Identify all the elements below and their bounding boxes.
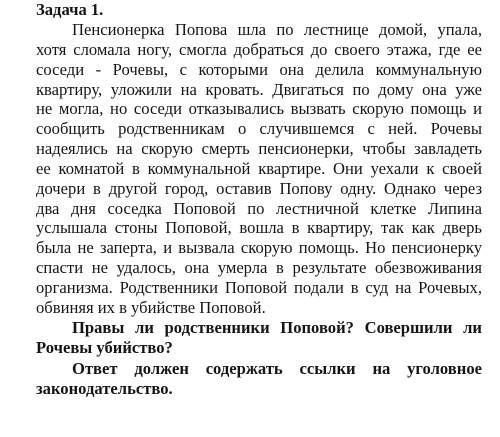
paragraph-line: ее комнатой в коммунальной квартире. Они уехали к своей bbox=[36, 158, 482, 178]
paragraph-line: организма. Родственники Поповой подали в суд на Рочевых, bbox=[36, 277, 482, 297]
paragraph-line: Пенсионерка Попова шла по лестнице домой, упала, bbox=[72, 20, 482, 39]
requirement-line: Ответ должен содержать ссылки на уголовное bbox=[72, 358, 482, 378]
task-question bbox=[36, 318, 482, 359]
paragraph-line: дочери в другой город, оставив Попову одну. Однако через bbox=[36, 178, 482, 198]
task-paragraph bbox=[36, 20, 482, 318]
task-requirement bbox=[36, 359, 482, 400]
paragraph-line: сообщить родственникам о случившемся с ней. Рочевы bbox=[36, 119, 482, 139]
paragraph-line: услышала стоны Поповой, вошла в квартиру, так как дверь bbox=[36, 218, 482, 238]
paragraph-line: хотя сломала ногу, смогла добраться до своего этажа, где ее bbox=[36, 39, 482, 59]
paragraph-line: не могла, но соседи отказывались вызвать скорую помощь и bbox=[36, 99, 482, 119]
paragraph-line: спасти не удалось, она умерла в результате обезвоживания bbox=[36, 258, 482, 278]
task-document bbox=[36, 0, 482, 400]
paragraph-line: надеялись на скорую смерть пенсионерки, чтобы завладеть bbox=[36, 139, 482, 159]
paragraph-line: два дня соседка Поповой по лестничной клетке Липина bbox=[36, 198, 482, 218]
question-line: Рочевы убийство? bbox=[36, 338, 173, 358]
requirement-line: законодательство. bbox=[36, 379, 173, 399]
question-line: Правы ли родственники Поповой? Совершили ли bbox=[72, 317, 482, 337]
paragraph-line: обвиняя их в убийстве Поповой. bbox=[36, 297, 266, 317]
paragraph-line: квартиру, уложили на кровать. Двигаться по дому она уже bbox=[36, 79, 482, 99]
paragraph-line: была не заперта, и вызвала скорую помощь. Но пенсионерку bbox=[36, 238, 482, 258]
task-title: Задача 1. bbox=[36, 0, 104, 19]
paragraph-line: соседи - Рочевы, с которыми она делила коммунальную bbox=[36, 59, 482, 79]
